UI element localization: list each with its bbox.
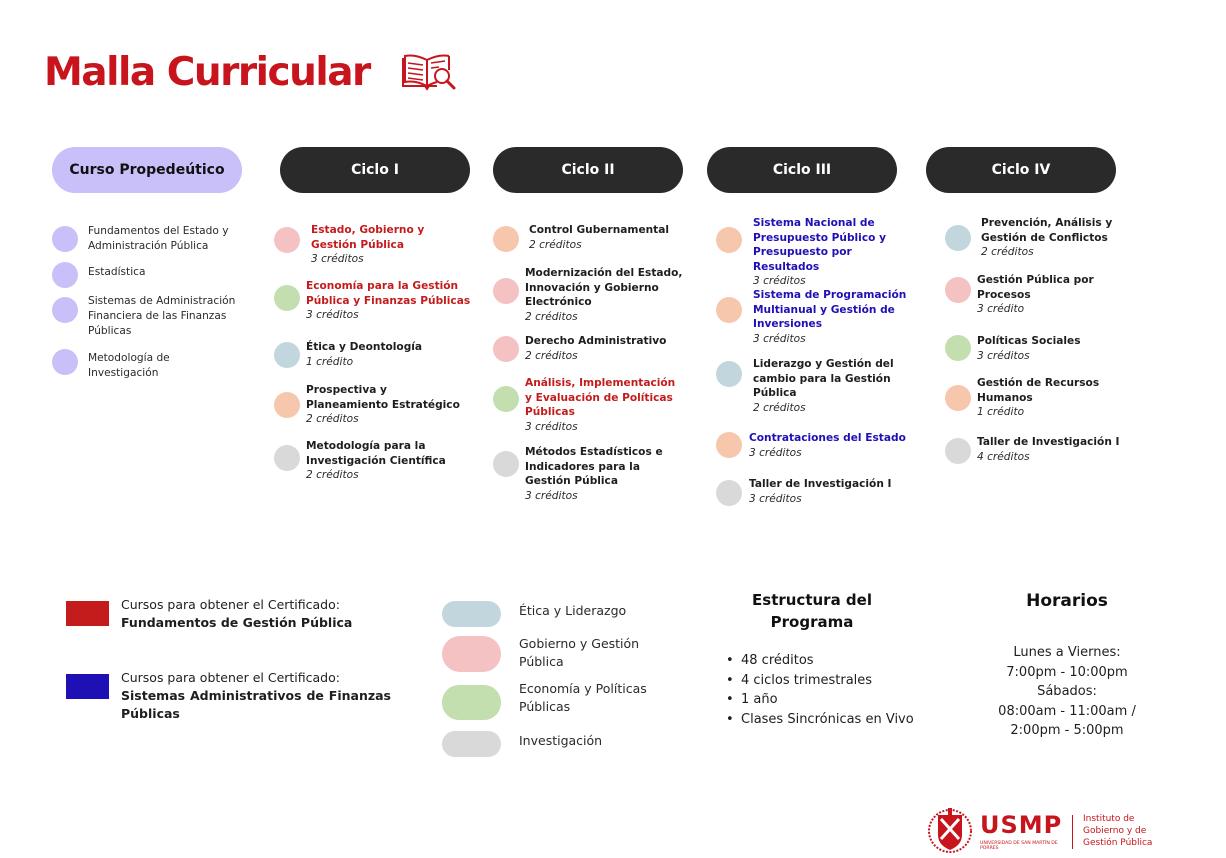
structure-item: • 4 ciclos trimestrales bbox=[726, 671, 916, 691]
course-dot bbox=[945, 438, 971, 464]
structure-title: Estructura del Programa bbox=[752, 591, 872, 631]
structure-item: • 1 año bbox=[726, 690, 916, 710]
course-credits: 3 créditos bbox=[749, 446, 802, 459]
course-name: Métodos Estadísticos e Indicadores para la Gestión Pública bbox=[525, 446, 663, 487]
course-name: Estado, Gobierno y Gestión Pública bbox=[311, 224, 425, 251]
course-credits: 3 créditos bbox=[749, 492, 802, 505]
certificate-prefix: Cursos para obtener el Certificado: bbox=[121, 670, 340, 685]
course-name: Análisis, Implementación y Evaluación de Políticas Públicas bbox=[525, 377, 676, 418]
course-credits: 3 crédito bbox=[977, 303, 1025, 315]
course-name: Prospectiva y Planeamiento Estratégico bbox=[306, 384, 460, 411]
course-credits: 3 créditos bbox=[977, 349, 1030, 362]
course-dot bbox=[716, 361, 742, 387]
course-credits: 3 créditos bbox=[525, 420, 578, 433]
course-dot bbox=[945, 335, 971, 361]
usmp-crest-icon bbox=[926, 805, 974, 855]
page-title: Malla Curricular bbox=[44, 50, 370, 95]
certificate-legend-2 bbox=[121, 669, 391, 723]
schedule-line: 2:00pm - 5:00pm bbox=[1010, 723, 1124, 738]
course-dot bbox=[274, 392, 300, 418]
course-credits: 3 créditos bbox=[753, 332, 806, 345]
usmp-subtitle: UNIVERSIDAD DE SAN MARTÍN DE PORRES bbox=[980, 841, 1058, 851]
course-name: Prevención, Análisis y Gestión de Conflictos bbox=[981, 217, 1113, 244]
certificate-blue-swatch bbox=[66, 674, 109, 699]
column-header: Ciclo II bbox=[493, 147, 683, 193]
course-credits: 3 créditos bbox=[311, 253, 364, 265]
course-dot bbox=[493, 278, 519, 304]
course-credits: 1 crédito bbox=[306, 355, 354, 368]
course-dot bbox=[52, 297, 78, 323]
course-dot bbox=[716, 432, 742, 458]
course-credits: 2 créditos bbox=[306, 413, 359, 425]
usmp-wordmark: USMP bbox=[980, 811, 1063, 839]
course-credits: 2 créditos bbox=[306, 469, 359, 481]
course-name: Metodología de Investigación bbox=[88, 352, 170, 379]
course-dot bbox=[493, 226, 519, 252]
column-propedeutico bbox=[52, 147, 242, 379]
schedule-line: Sábados: bbox=[1037, 684, 1097, 699]
structure-list bbox=[726, 651, 916, 729]
category-label: Economía y Políticas Públicas bbox=[519, 681, 647, 714]
course-name: Derecho Administrativo bbox=[525, 335, 667, 347]
course-name: Gestión de Recursos Humanos bbox=[977, 377, 1100, 404]
course-name: Gestión Pública por Procesos bbox=[977, 274, 1094, 301]
column-ciclo-1 bbox=[280, 147, 471, 481]
course-dot bbox=[274, 227, 300, 253]
course-credits: 1 crédito bbox=[977, 406, 1025, 418]
category-swatch-gobierno bbox=[442, 636, 501, 672]
course-name: Sistema Nacional de Presupuesto Público y Presupuesto por Resultados bbox=[753, 217, 886, 273]
schedule-line: 08:00am - 11:00am / bbox=[998, 703, 1136, 719]
course-dot bbox=[274, 445, 300, 471]
course-name: Liderazgo y Gestión del cambio para la Gestión Pública bbox=[753, 358, 894, 399]
course-dot bbox=[274, 285, 300, 311]
usmp-logo bbox=[926, 805, 1166, 855]
column-ciclo-4 bbox=[926, 147, 1120, 463]
course-name: Economía para la Gestión Pública y Finanzas Públicas bbox=[306, 280, 471, 307]
schedule-line: Lunes a Viernes: bbox=[1013, 645, 1121, 660]
course-name: Fundamentos del Estado y Administración Pública bbox=[88, 225, 229, 252]
course-dot bbox=[716, 297, 742, 323]
column-header: Ciclo I bbox=[280, 147, 470, 193]
certificate-red-swatch bbox=[66, 601, 109, 626]
course-dot bbox=[716, 227, 742, 253]
course-dot bbox=[52, 262, 78, 288]
course-credits: 4 créditos bbox=[977, 450, 1030, 463]
course-dot bbox=[493, 336, 519, 362]
course-dot bbox=[716, 480, 742, 506]
schedule-title: Horarios bbox=[1026, 591, 1108, 611]
course-dot bbox=[493, 451, 519, 477]
course-name: Modernización del Estado, Innovación y Gobierno Electrónico bbox=[525, 267, 683, 308]
course-credits: 2 créditos bbox=[981, 246, 1034, 258]
certificate-prefix: Cursos para obtener el Certificado: bbox=[121, 597, 340, 612]
structure-item: • Clases Sincrónicas en Vivo bbox=[726, 710, 916, 730]
course-name: Estadística bbox=[88, 266, 146, 278]
column-ciclo-2 bbox=[493, 147, 683, 502]
category-label: Investigación bbox=[519, 733, 603, 748]
course-name: Taller de Investigación I bbox=[977, 436, 1120, 448]
course-credits: 2 créditos bbox=[525, 349, 578, 362]
category-label: Gobierno y Gestión Pública bbox=[519, 636, 640, 669]
course-credits: 3 créditos bbox=[306, 309, 359, 321]
course-dot bbox=[274, 342, 300, 368]
course-dot bbox=[493, 386, 519, 412]
course-name: Políticas Sociales bbox=[977, 335, 1081, 347]
course-name: Metodología para la Investigación Científica bbox=[306, 440, 446, 467]
course-credits: 2 créditos bbox=[525, 310, 578, 323]
course-dot bbox=[52, 226, 78, 252]
course-name: Sistemas de Administración Financiera de las Finanzas Públicas bbox=[88, 295, 236, 337]
course-name: Contrataciones del Estado bbox=[749, 432, 906, 444]
course-dot bbox=[945, 277, 971, 303]
structure-item: • 48 créditos bbox=[726, 651, 916, 671]
course-name: Taller de Investigación I bbox=[749, 478, 892, 490]
category-swatch-economia bbox=[442, 685, 501, 720]
certificate-name: Sistemas Administrativos de Finanzas Públicas bbox=[121, 688, 391, 721]
course-name: Ética y Deontología bbox=[306, 341, 423, 353]
column-header: Curso Propedeútico bbox=[52, 147, 242, 193]
certificate-name: Fundamentos de Gestión Pública bbox=[121, 615, 353, 630]
column-ciclo-3 bbox=[707, 147, 907, 505]
column-header: Ciclo III bbox=[707, 147, 897, 193]
category-swatch-etica bbox=[442, 601, 501, 627]
course-credits: 2 créditos bbox=[529, 238, 582, 251]
certificate-legend-1 bbox=[121, 596, 391, 632]
institute-name: Instituto de Gobierno y de Gestión Pública bbox=[1083, 814, 1153, 848]
schedule-line: 7:00pm - 10:00pm bbox=[1006, 664, 1128, 680]
schedule-lines bbox=[990, 643, 1144, 741]
course-name: Control Gubernamental bbox=[529, 224, 670, 236]
course-dot bbox=[945, 225, 971, 251]
logo-divider bbox=[1072, 815, 1073, 849]
column-header: Ciclo IV bbox=[926, 147, 1116, 193]
category-swatch-investigacion bbox=[442, 731, 501, 757]
book-search-icon bbox=[399, 52, 457, 92]
course-credits: 3 créditos bbox=[525, 489, 578, 502]
course-dot bbox=[52, 349, 78, 375]
course-name: Sistema de Programación Multianual y Gestión de Inversiones bbox=[753, 289, 907, 330]
course-credits: 3 créditos bbox=[753, 275, 806, 287]
course-credits: 2 créditos bbox=[753, 401, 806, 414]
course-dot bbox=[945, 385, 971, 411]
category-label: Ética y Liderazgo bbox=[519, 603, 627, 618]
